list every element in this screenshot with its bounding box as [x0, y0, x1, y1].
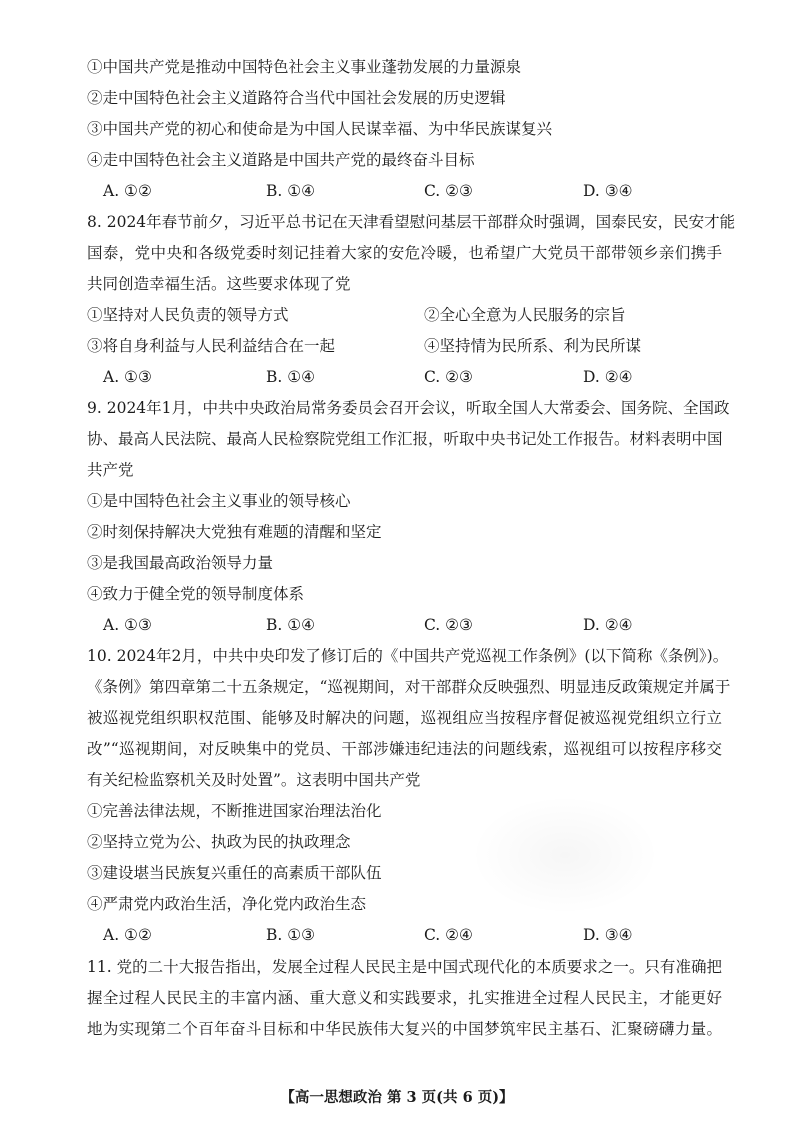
q9-option-c: C. ②③ [424, 616, 473, 634]
q10-statement-3: ③建设堪当民族复兴重任的高素质干部队伍 [87, 864, 382, 882]
q11-stem-line-2: 握全过程人民民主的丰富内涵、重大意义和实践要求，扎实推进全过程人民民主，才能更好 [87, 989, 722, 1007]
q8-stem-line-1: 8. 2024年春节前夕，习近平总书记在天津看望慰问基层干部群众时强调，国泰民安，民安才能 [87, 213, 736, 231]
q8-statement-4: ④坚持情为民所系、利为民所谋 [424, 337, 642, 355]
q10-statement-4: ④严肃党内政治生活，净化党内政治生态 [87, 895, 367, 913]
q10-stem-line-1: 10. 2024年2月，中共中央印发了修订后的《中国共产党巡视工作条例》(以下简称《条例》)。 [87, 647, 729, 665]
q8-stem-line-3: 共同创造幸福生活。这些要求体现了党 [87, 275, 351, 293]
q7-option-c: C. ②③ [424, 182, 473, 200]
q7-statement-4: ④走中国特色社会主义道路是中国共产党的最终奋斗目标 [87, 151, 475, 169]
q11-stem-line-3: 地为实现第二个百年奋斗目标和中华民族伟大复兴的中国梦筑牢民主基石、汇聚磅礴力量。 [87, 1020, 722, 1038]
q9-statement-3: ③是我国最高政治领导力量 [87, 554, 274, 572]
q11-stem-line-1: 11. 党的二十大报告指出，发展全过程人民民主是中国式现代化的本质要求之一。只有准确把 [87, 958, 722, 976]
page-footer: 【高一思想政治 第 3 页(共 6 页)】 [280, 1089, 514, 1106]
q7-statement-1: ①中国共产党是推动中国特色社会主义事业蓬勃发展的力量源泉 [87, 58, 522, 76]
q7-option-a: A. ①② [103, 182, 152, 200]
q8-option-d: D. ②④ [583, 368, 633, 386]
q9-statement-1: ①是中国特色社会主义事业的领导核心 [87, 492, 351, 510]
q10-option-d: D. ③④ [583, 926, 633, 944]
q10-stem-line-2: 《条例》第四章第二十五条规定，“巡视期间，对干部群众反映强烈、明显违反政策规定并属于 [87, 678, 731, 696]
q10-option-b: B. ①③ [266, 926, 316, 944]
q9-option-b: B. ①④ [266, 616, 316, 634]
q8-statement-3: ③将自身利益与人民利益结合在一起 [87, 337, 336, 355]
q10-stem-line-4: 改”“巡视期间，对反映集中的党员、干部涉嫌违纪违法的问题线索，巡视组可以按程序移交 [87, 740, 722, 758]
q9-stem-line-1: 9. 2024年1月，中共中央政治局常务委员会召开会议，听取全国人大常委会、国务院、全国政 [87, 399, 730, 417]
q7-option-b: B. ①④ [266, 182, 316, 200]
faint-watermark [470, 795, 660, 915]
q7-statement-3: ③中国共产党的初心和使命是为中国人民谋幸福、为中华民族谋复兴 [87, 120, 553, 138]
q8-statement-1: ①坚持对人民负责的领导方式 [87, 306, 289, 324]
q8-statement-2: ②全心全意为人民服务的宗旨 [424, 306, 626, 324]
q9-statement-2: ②时刻保持解决大党独有难题的清醒和坚定 [87, 523, 382, 541]
q10-option-c: C. ②④ [424, 926, 473, 944]
q8-option-a: A. ①③ [103, 368, 152, 386]
q8-option-c: C. ②③ [424, 368, 473, 386]
q8-option-b: B. ①④ [266, 368, 316, 386]
q9-statement-4: ④致力于健全党的领导制度体系 [87, 585, 305, 603]
q8-stem-line-2: 国泰，党中央和各级党委时刻记挂着大家的安危冷暖，也希望广大党员干部带领乡亲们携手 [87, 244, 722, 262]
q7-statement-2: ②走中国特色社会主义道路符合当代中国社会发展的历史逻辑 [87, 89, 506, 107]
q9-stem-line-3: 共产党 [87, 461, 134, 479]
q10-option-a: A. ①② [103, 926, 152, 944]
q10-stem-line-3: 被巡视党组织职权范围、能够及时解决的问题，巡视组应当按程序督促被巡视党组织立行立 [87, 709, 722, 727]
q10-statement-2: ②坚持立党为公、执政为民的执政理念 [87, 833, 351, 851]
q9-option-a: A. ①③ [103, 616, 152, 634]
q10-statement-1: ①完善法律法规，不断推进国家治理法治化 [87, 802, 382, 820]
q7-option-d: D. ③④ [583, 182, 633, 200]
q9-stem-line-2: 协、最高人民法院、最高人民检察院党组工作汇报，听取中央书记处工作报告。材料表明中国 [87, 430, 723, 448]
q10-stem-line-5: 有关纪检监察机关及时处置”。这表明中国共产党 [87, 771, 421, 789]
q9-option-d: D. ②④ [583, 616, 633, 634]
